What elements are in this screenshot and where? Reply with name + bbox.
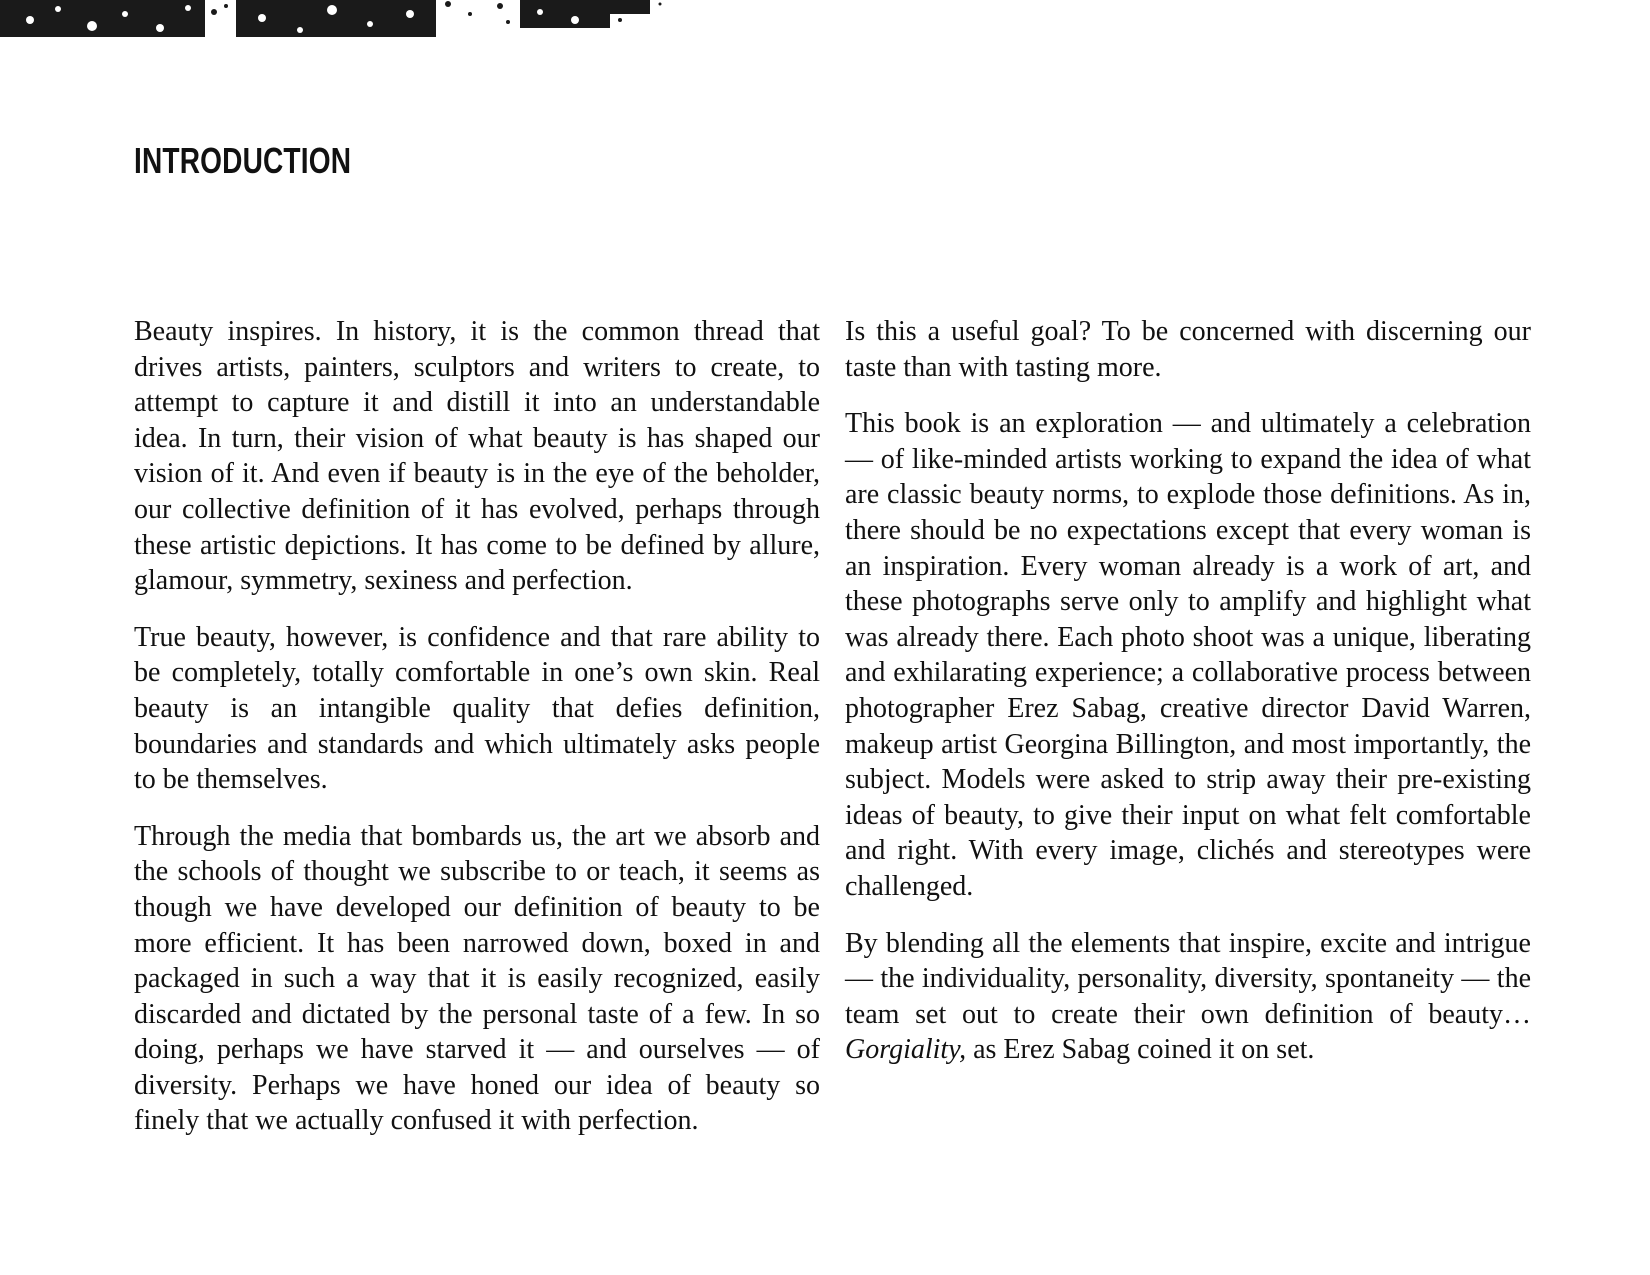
body-paragraph: Beauty inspires. In history, it is the common thread that drives artists, painters, sculptors and writers to create, to attempt to capture it and distill it into an understandable idea. In turn, their vision of what beauty is has shaped our vision of it. And even if beauty is in the eye of the beholder, our collective definition of it has evolved, perhaps through these artistic depictions. It has come to be defined by allure, glamour, symmetry, sexiness and perfection.	[134, 316, 820, 597]
coined-term: Gorgiality,	[845, 1034, 967, 1066]
right-text-column	[845, 314, 1531, 1089]
closing-text-tail: as Erez Sabag coined it on set.	[966, 1034, 1315, 1066]
left-text-column	[134, 314, 820, 1160]
grunge-texture-banner	[0, 0, 700, 37]
body-paragraph: Through the media that bombards us, the art we absorb and the schools of thought we subscribe to or teach, it seems as though we have developed our definition of beauty to be more efficient. It has been narrowed down, boxed in and packaged in such a way that it is easily recognized, easily discarded and dictated by the personal taste of a few. In so doing, perhaps we have starved it — and ourselves — of diversity. Perhaps we have honed our idea of beauty so finely that we actually confused it with perfection.	[134, 820, 820, 1137]
closing-text-lead: By blending all the elements that inspire, excite and intrigue — the individuality, personality, diversity, spontaneity — the team set out to create their own definition of beauty…	[845, 927, 1531, 1030]
body-paragraph: Is this a useful goal? To be concerned with discerning our taste than with tasting more.	[845, 316, 1531, 383]
body-paragraph: This book is an exploration — and ultimately a celebration — of like-minded artists working to expand the idea of what are classic beauty norms, to explode those definitions. As in, there should be no expectations except that every woman is an inspiration. Every woman already is a work of art, and these photographs serve only to amplify and highlight what was already there. Each photo shoot was a unique, liberating and exhilarating experience; a collaborative process between photographer Erez Sabag, creative director David Warren, makeup artist Georgina Billington, and most importantly, the subject. Models were asked to strip away their pre-existing ideas of beauty, to give their input on what felt comfortable and right. With every image, clichés and stereotypes were challenged.	[845, 408, 1531, 902]
closing-paragraph	[845, 926, 1531, 1068]
page-title: INTRODUCTION	[134, 140, 352, 181]
grunge-ink-texture-icon	[0, 0, 700, 37]
body-paragraph: True beauty, however, is confidence and that rare ability to be completely, totally comfortable in one’s own skin. Real beauty is an intangible quality that defies definition, boundaries and standards and which ultimately asks people to be themselves.	[134, 621, 820, 796]
